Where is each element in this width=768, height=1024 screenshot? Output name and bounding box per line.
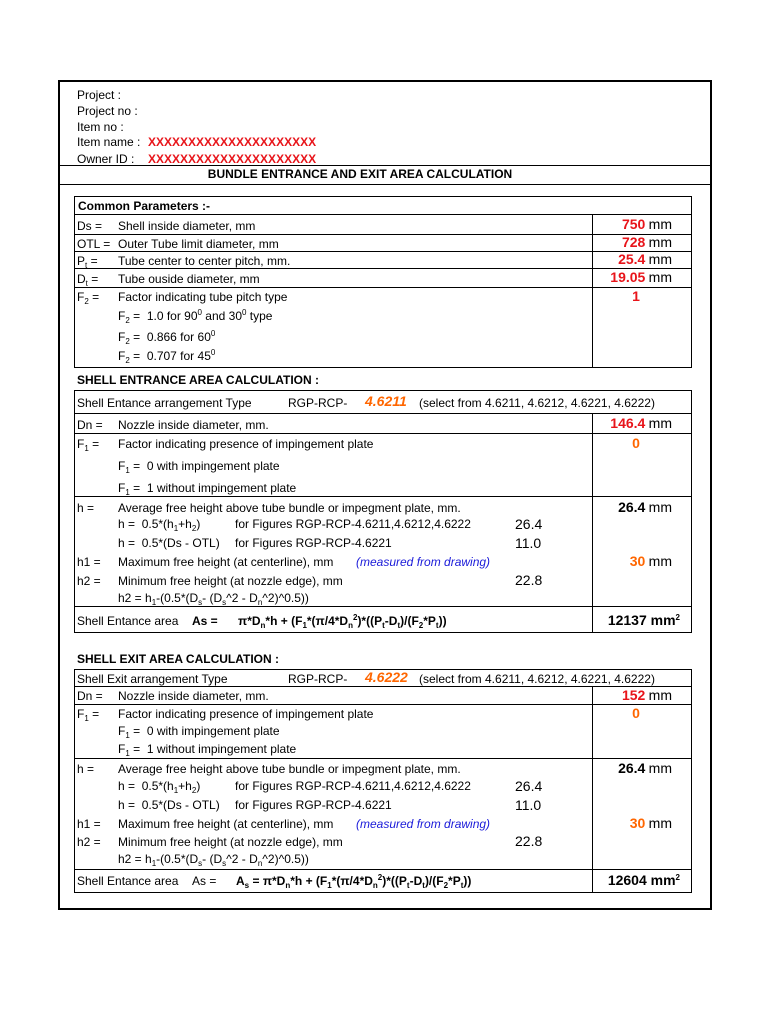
project-label: Project : <box>77 88 122 102</box>
pt-value: 25.4 <box>618 251 646 267</box>
degree-mark: 0 <box>242 308 247 317</box>
dt-symbol-letter: D <box>77 272 86 286</box>
ef-8: )) <box>438 614 447 628</box>
exit-h-value-cell <box>596 760 672 776</box>
xh2f-sub-s2: s <box>222 859 227 868</box>
entrance-f1-description: Factor indicating presence of impingement plate <box>118 437 374 451</box>
xh2f-sub-s: s <box>198 859 203 868</box>
ef-sub2: 2 <box>418 621 424 630</box>
entrance-h1-value: 30 <box>629 553 646 569</box>
f2-opt3-letter: F <box>118 349 126 363</box>
exit-value-divider <box>592 686 593 893</box>
entrance-row-line <box>74 496 692 497</box>
entrance-f1-sub: 1 <box>84 444 89 453</box>
xh-f1-sub1: 1 <box>173 786 179 795</box>
eh-f2-text: 0.5*(Ds - OTL) <box>141 536 220 550</box>
eh-f1-close: ) <box>196 517 201 531</box>
h2f-b: -(0.5*(D <box>156 591 199 605</box>
xf-sub-t2: t <box>422 881 425 890</box>
exit-as-label: As = <box>192 874 217 888</box>
xf-sub-n2: n <box>372 881 378 890</box>
otl-description: Outer Tube limit diameter, mm <box>118 237 279 251</box>
degree-mark: 0 <box>210 329 216 338</box>
entrance-h-formula-1-figures: for Figures RGP-RCP-4.6211,4.6212,4.6222 <box>235 517 471 531</box>
f2-opt2-letter: F <box>118 330 126 344</box>
exit-row-line <box>74 869 692 870</box>
entrance-h2-description: Minimum free height (at nozzle edge), mm <box>118 574 343 588</box>
xh-f2-text: 0.5*(Ds - OTL) <box>141 798 220 812</box>
entrance-f1opt1-letter: F <box>118 459 126 473</box>
h2f-d: ^2 - D <box>226 591 258 605</box>
exit-area-label: Shell Entance area <box>77 874 179 888</box>
xf-sub-t3: t <box>460 881 464 890</box>
exit-f1-sub: 1 <box>84 714 89 723</box>
exit-h-formula-2-value: 11.0 <box>515 797 542 813</box>
exit-h1-note: (measured from drawing) <box>356 817 491 831</box>
xf-sub1: 1 <box>327 881 332 890</box>
pt-description: Tube center to center pitch, mm. <box>118 254 291 268</box>
f2-symbol-letter: F <box>77 290 85 304</box>
xh2f-b: -(0.5*(D <box>156 852 199 866</box>
xf-2: *h + (F <box>290 874 328 888</box>
title-divider-top <box>58 165 712 166</box>
f2-symbol <box>77 290 99 304</box>
xh2f-sub1: 1 <box>151 859 157 868</box>
degree-mark: 0 <box>210 348 216 357</box>
ds-description: Shell inside diameter, mm <box>118 219 256 233</box>
exit-dn-value-cell <box>596 687 672 703</box>
ef-4: )*((P <box>357 614 383 628</box>
entrance-h-formula-2-value: 11.0 <box>515 535 542 551</box>
h2f-a: h2 = h <box>118 591 152 605</box>
entrance-f1opt2-sub: 1 <box>125 488 130 497</box>
ef-sub-t: t <box>382 621 385 630</box>
ef-5: -D <box>384 614 398 628</box>
ef-7: *P <box>423 614 436 628</box>
exit-f1opt1-letter: F <box>118 724 126 738</box>
exit-area-value-cell <box>596 872 680 888</box>
xf-sub-n: n <box>285 881 291 890</box>
entrance-dn-value: 146.4 <box>610 415 646 431</box>
exit-f1-letter: F <box>77 707 85 721</box>
f2-option-2: $F_2 = 0.866$ for $60^0$ <box>118 329 216 346</box>
eh-f1-sub2: 2 <box>191 524 197 533</box>
xh-f1-h: h = <box>118 779 136 793</box>
exit-dn-unit: mm <box>648 687 672 703</box>
entrance-area-label: Shell Entance area <box>77 614 179 628</box>
entrance-f1-symbol <box>77 437 99 451</box>
entrance-f1-eq: = <box>88 437 100 451</box>
project-no-label: Project no : <box>77 104 138 118</box>
f2-symbol-sub: 2 <box>84 297 89 306</box>
entrance-dn-description: Nozzle inside diameter, mm. <box>118 418 269 432</box>
exit-h-unit: mm <box>648 760 672 776</box>
h2f-sub1: 1 <box>151 598 157 607</box>
exit-h-formula-2-figures: for Figures RGP-RCP-4.6221 <box>235 798 392 812</box>
exit-f1opt1-text: 0 with impingement plate <box>146 724 280 738</box>
entrance-h1-description: Maximum free height (at centerline), mm <box>118 555 334 569</box>
exit-area-formula <box>236 874 471 888</box>
ds-symbol: Ds = <box>77 219 103 233</box>
xf-a: A <box>236 874 245 888</box>
ds-value: 750 <box>621 216 646 232</box>
dt-value-cell <box>596 269 672 285</box>
degree-mark: 0 <box>197 308 202 317</box>
exit-type-note: (select from 4.6211, 4.6212, 4.6221, 4.6222) <box>419 672 655 686</box>
eh-f1-plus: +h <box>178 517 192 531</box>
pt-value-cell <box>596 251 672 267</box>
ds-unit: mm <box>648 216 672 232</box>
page-title: BUNDLE ENTRANCE AND EXIT AREA CALCULATION <box>207 167 513 181</box>
entrance-h1-symbol: h1 = <box>77 555 101 569</box>
eh-f1-text: 0.5*(h <box>141 517 174 531</box>
pt-symbol-sub: t <box>85 261 88 270</box>
exit-h-formula-1-figures: for Figures RGP-RCP-4.6211,4.6212,4.6222 <box>235 779 471 793</box>
entrance-area-unit: mm <box>650 612 676 628</box>
f2-symbol-eq: = <box>88 290 100 304</box>
xf-5: -D <box>409 874 423 888</box>
xf-3: *(π/4*D <box>331 874 373 888</box>
dt-value: 19.05 <box>610 269 646 285</box>
f2-opt2-text: 0.866 for 60 <box>146 330 211 344</box>
exit-area-value: 12604 <box>607 872 647 888</box>
pt-unit: mm <box>648 251 672 267</box>
ef-sub-t2: t <box>397 621 401 630</box>
exit-area-sq: 2 <box>675 873 680 882</box>
f2-option-1: $F_2 = 1.0$ for $90^0$ and $30^0$ type <box>118 308 273 325</box>
exit-h2-value: 22.8 <box>515 833 543 849</box>
f2-opt1-letter: F <box>118 309 126 323</box>
ef-sub-t3: t <box>435 621 439 630</box>
exit-f1-value: 0 <box>632 705 640 721</box>
exit-f1-option-1: $F_1 = 0$ with impingement plate <box>118 724 280 740</box>
entrance-f1-option-2: $F_1 = 1$ without impingement plate <box>118 481 297 497</box>
entrance-h-formula-2 <box>118 536 220 550</box>
exit-type-label: Shell Exit arrangement Type <box>77 672 228 686</box>
exit-h-value: 26.4 <box>618 760 646 776</box>
exit-dn-symbol: Dn = <box>77 689 103 703</box>
entrance-h-value: 26.4 <box>618 499 646 515</box>
entrance-area-value: 12137 <box>607 612 647 628</box>
entrance-f1opt2-text: 1 without impingement plate <box>146 481 297 495</box>
h2f-c: - (D <box>202 591 223 605</box>
xh-f1-plus: +h <box>178 779 192 793</box>
entrance-f1opt1-sub: 1 <box>125 466 130 475</box>
dt-symbol-sub: t <box>85 279 88 288</box>
item-name-label: Item name : <box>77 135 141 149</box>
exit-area-unit: mm <box>650 872 676 888</box>
pt-symbol-eq: = <box>87 254 98 268</box>
exit-h-formula-1 <box>118 779 200 793</box>
exit-row-line <box>74 758 692 759</box>
entrance-as-label: As = <box>192 614 218 628</box>
entrance-h-formula-1 <box>118 517 200 531</box>
ef-sub-n2: n <box>348 621 353 630</box>
xh-f1-sub2: 2 <box>191 786 197 795</box>
entrance-type-select[interactable]: 4.6211 <box>365 393 407 409</box>
xh2f-sub-n: n <box>257 859 263 868</box>
otl-symbol: OTL = <box>77 237 111 251</box>
entrance-h-symbol: h = <box>77 501 95 515</box>
ef-1: π*D <box>238 614 261 628</box>
pt-symbol-letter: P <box>77 254 86 268</box>
dt-unit: mm <box>648 269 672 285</box>
entrance-value-divider <box>592 413 593 633</box>
exit-heading: SHELL EXIT AREA CALCULATION : <box>77 652 279 666</box>
xh-f1-close: ) <box>196 779 201 793</box>
owner-id-value: XXXXXXXXXXXXXXXXXXXXX <box>148 152 317 166</box>
exit-h1-value-cell <box>596 815 672 831</box>
exit-h-formula-2 <box>118 798 220 812</box>
ef-3: *(π/4*D <box>306 614 349 628</box>
dt-symbol-eq: = <box>87 272 99 286</box>
exit-f1-option-2: $F_1 = 1$ without impingement plate <box>118 742 297 758</box>
xf-1: π*D <box>262 874 286 888</box>
exit-f1opt2-letter: F <box>118 742 126 756</box>
xh2f-e: ^2)^0.5)) <box>262 852 309 866</box>
xh2f-c: - (D <box>202 852 223 866</box>
h2f-sub-s2: s <box>222 598 227 607</box>
otl-value-cell <box>596 234 672 250</box>
entrance-row-line <box>74 413 692 414</box>
exit-h1-unit: mm <box>648 815 672 831</box>
xh2f-d: ^2 - D <box>226 852 258 866</box>
exit-h1-description: Maximum free height (at centerline), mm <box>118 817 334 831</box>
exit-h-description: Average free height above tube bundle or impegment plate, mm. <box>118 762 461 776</box>
entrance-h-description: Average free height above tube bundle or impegment plate, mm. <box>118 501 461 515</box>
ef-sub-n: n <box>260 621 266 630</box>
exit-dn-value: 152 <box>621 687 646 703</box>
h2f-sub-s: s <box>198 598 203 607</box>
h2f-sub-n: n <box>257 598 263 607</box>
eh-f1-h: h = <box>118 517 136 531</box>
xh2f-a: h2 = h <box>118 852 152 866</box>
entrance-f1-value: 0 <box>632 435 640 451</box>
ef-sub1: 1 <box>302 621 307 630</box>
exit-f1opt2-text: 1 without impingement plate <box>146 742 297 756</box>
entrance-f1-letter: F <box>77 437 85 451</box>
entrance-rgp-prefix: RGP-RCP- <box>288 396 348 410</box>
title-divider-bottom <box>58 184 712 185</box>
pt-symbol <box>77 254 98 268</box>
exit-f1opt1-sub: 1 <box>125 731 130 740</box>
xf-eq: = <box>249 874 263 888</box>
ef-sq: 2 <box>352 613 358 622</box>
f2-opt2-sub: 2 <box>125 337 130 346</box>
entrance-dn-symbol: Dn = <box>77 418 103 432</box>
f2-description: Factor indicating tube pitch type <box>118 290 288 304</box>
entrance-area-value-cell <box>596 612 680 628</box>
exit-h2-description: Minimum free height (at nozzle edge), mm <box>118 835 343 849</box>
entrance-row-line <box>74 433 692 434</box>
ds-value-cell <box>596 216 672 232</box>
xf-6: )/(F <box>424 874 444 888</box>
exit-h1-symbol: h1 = <box>77 817 101 831</box>
eh-f2-h: h = <box>118 536 136 550</box>
f2-opt3-text: 0.707 for 45 <box>146 349 211 363</box>
owner-id-label: Owner ID : <box>77 152 135 166</box>
exit-h2-formula <box>118 852 309 866</box>
entrance-area-formula <box>238 614 447 628</box>
h2f-e: ^2)^0.5)) <box>262 591 309 605</box>
dt-symbol <box>77 272 98 286</box>
entrance-f1-option-1: $F_1 = 0$ with impingement plate <box>118 459 280 475</box>
f2-opt1-sub: 2 <box>125 316 130 325</box>
entrance-h-formula-2-figures: for Figures RGP-RCP-4.6221 <box>235 536 392 550</box>
entrance-h1-note: (measured from drawing) <box>356 555 491 569</box>
entrance-h-formula-1-value: 26.4 <box>515 516 543 532</box>
entrance-area-sq: 2 <box>675 613 680 622</box>
f2-opt3-sub: 2 <box>125 356 130 365</box>
entrance-h2-symbol: h2 = <box>77 574 101 588</box>
entrance-type-note: (select from 4.6211, 4.6212, 4.6221, 4.6222) <box>419 396 655 410</box>
eh-f1-sub1: 1 <box>173 524 179 533</box>
xf-sub-t: t <box>406 881 410 890</box>
item-name-value: XXXXXXXXXXXXXXXXXXXXX <box>148 135 317 149</box>
f2-opt1-text: 1.0 for 90 <box>146 309 198 323</box>
xf-8: )) <box>463 874 472 888</box>
ef-6: )/(F <box>400 614 419 628</box>
f2-value: 1 <box>632 288 640 304</box>
otl-value: 728 <box>621 234 646 250</box>
item-no-label: Item no : <box>77 120 124 134</box>
exit-dn-description: Nozzle inside diameter, mm. <box>118 689 269 703</box>
xf-sub-s: s <box>244 881 250 890</box>
common-row-line <box>74 214 692 215</box>
entrance-h1-unit: mm <box>648 553 672 569</box>
xf-7: *P <box>448 874 461 888</box>
common-value-divider <box>592 214 593 368</box>
entrance-h1-value-cell <box>596 553 672 569</box>
entrance-f1opt2-letter: F <box>118 481 126 495</box>
entrance-h-unit: mm <box>648 499 672 515</box>
ef-2: *h + (F <box>265 614 303 628</box>
common-heading: Common Parameters :- <box>78 199 211 213</box>
exit-f1-eq: = <box>88 707 100 721</box>
xf-sub2: 2 <box>443 881 449 890</box>
f2-option-3: $F_2 = 0.707$ for $45^0$ <box>118 348 216 365</box>
exit-h1-value: 30 <box>629 815 646 831</box>
otl-unit: mm <box>648 234 672 250</box>
entrance-row-line <box>74 606 692 607</box>
entrance-dn-value-cell <box>596 415 672 431</box>
entrance-h2-formula <box>118 591 309 605</box>
xh-f1-text: 0.5*(h <box>141 779 174 793</box>
exit-f1-symbol <box>77 707 99 721</box>
dt-description: Tube ouside diameter, mm <box>118 272 260 286</box>
entrance-h-value-cell <box>596 499 672 515</box>
entrance-type-label: Shell Entance arrangement Type <box>77 396 252 410</box>
xh-f2-h: h = <box>118 798 136 812</box>
entrance-h2-value: 22.8 <box>515 572 543 588</box>
exit-h-symbol: h = <box>77 762 95 776</box>
entrance-f1opt1-text: 0 with impingement plate <box>146 459 280 473</box>
entrance-dn-unit: mm <box>648 415 672 431</box>
exit-f1-description: Factor indicating presence of impingement plate <box>118 707 374 721</box>
f2-opt1-text-b: and 30 <box>201 309 243 323</box>
exit-f1opt2-sub: 1 <box>125 749 130 758</box>
exit-rgp-prefix: RGP-RCP- <box>288 672 348 686</box>
f2-opt1-text-c: type <box>246 309 273 323</box>
xf-sq: 2 <box>377 873 383 882</box>
exit-type-select[interactable]: 4.6222 <box>365 669 408 685</box>
entrance-heading: SHELL ENTRANCE AREA CALCULATION : <box>77 373 319 387</box>
xf-4: )*((P <box>382 874 407 888</box>
exit-h-formula-1-value: 26.4 <box>515 778 543 794</box>
exit-h2-symbol: h2 = <box>77 835 101 849</box>
